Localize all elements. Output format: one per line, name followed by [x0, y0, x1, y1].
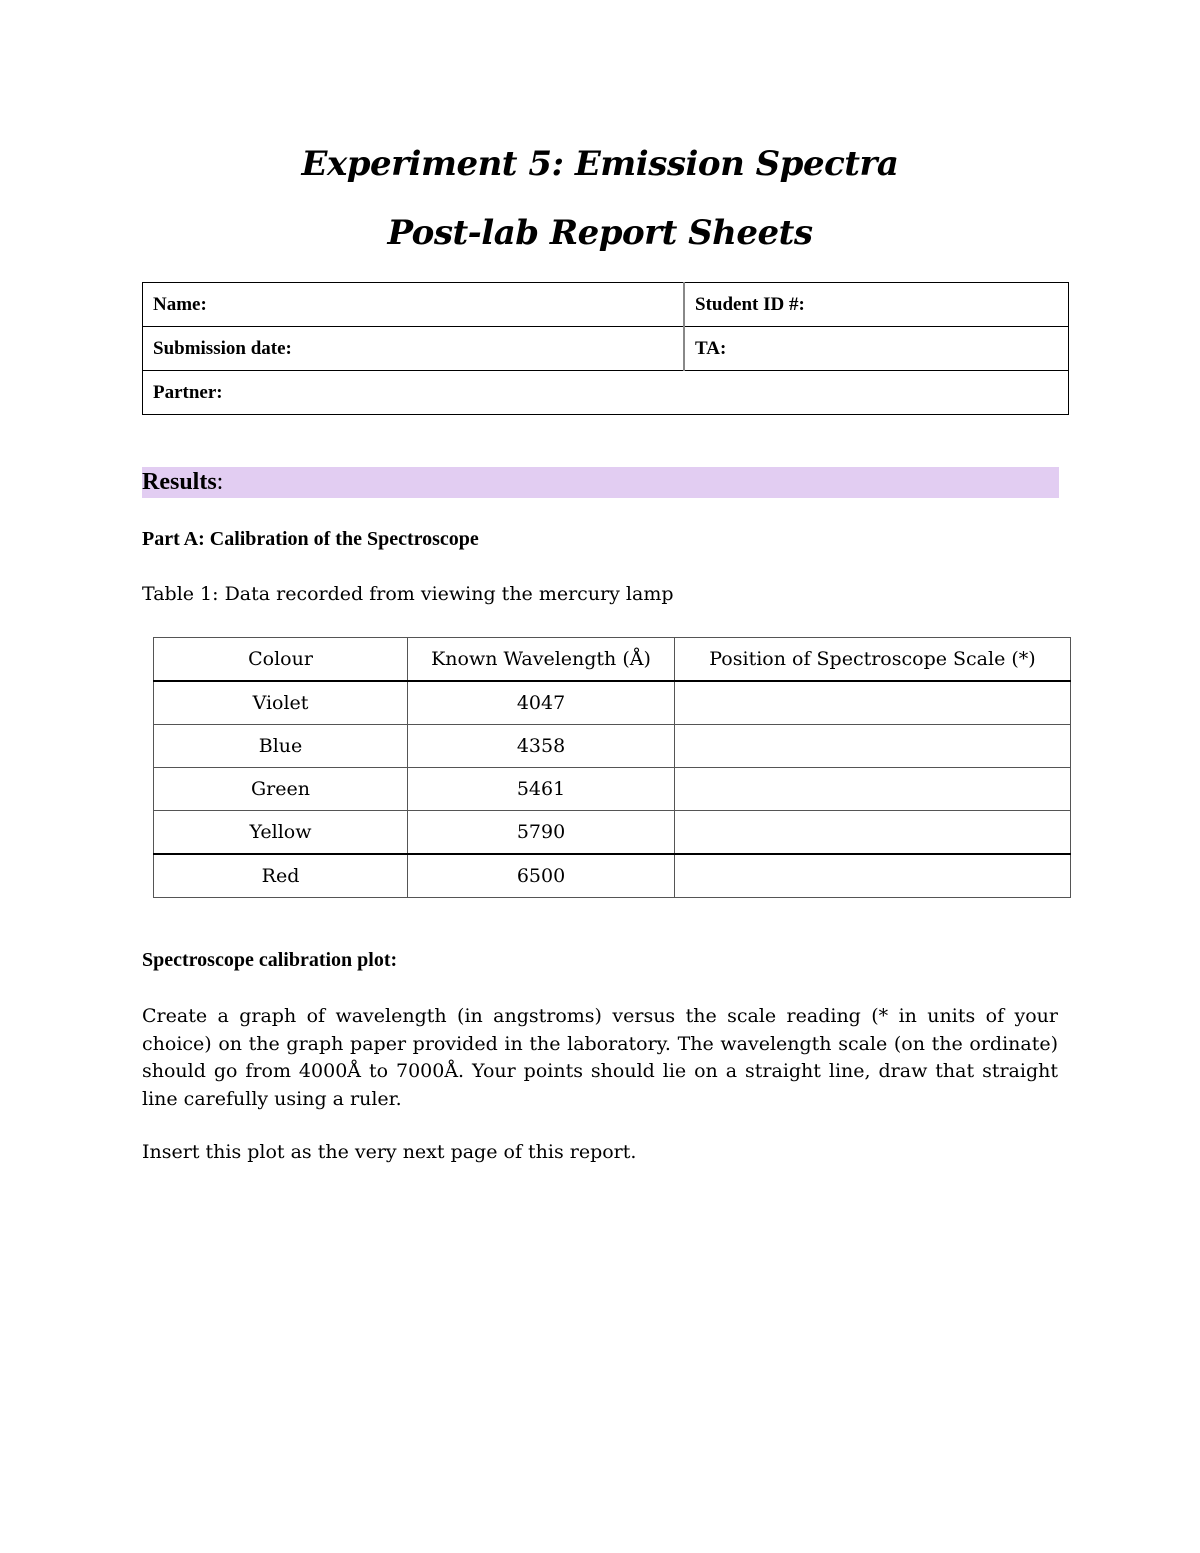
colour-cell: Blue: [154, 725, 408, 768]
header-known-wavelength: Known Wavelength (Å): [408, 638, 675, 682]
table-row: [154, 681, 1071, 725]
position-cell[interactable]: [675, 811, 1071, 855]
name-label: Name:: [153, 293, 207, 315]
wavelength-cell: 4047: [408, 681, 675, 725]
wavelength-cell: 4358: [408, 725, 675, 768]
header-scale-position: Position of Spectroscope Scale (*): [675, 638, 1071, 682]
student-id-field[interactable]: [684, 283, 1069, 327]
ta-field[interactable]: [684, 327, 1069, 371]
table-row: [154, 811, 1071, 855]
calibration-plot-heading: Spectroscope calibration plot:: [142, 949, 398, 971]
results-heading: [142, 467, 223, 498]
document-title: Experiment 5: Emission Spectra: [301, 144, 899, 184]
document-subtitle: Post-lab Report Sheets: [387, 213, 813, 253]
submission-date-label: Submission date:: [153, 337, 292, 359]
position-cell[interactable]: [675, 725, 1071, 768]
partner-field[interactable]: [143, 371, 1069, 415]
wavelength-cell: 6500: [408, 854, 675, 898]
table-caption: Table 1: Data recorded from viewing the mercury lamp: [142, 583, 674, 605]
colour-cell: Yellow: [154, 811, 408, 855]
part-a-heading: Part A: Calibration of the Spectroscope: [142, 528, 479, 550]
table-header-row: [154, 638, 1071, 682]
ta-label: TA:: [695, 337, 727, 359]
results-colon: :: [216, 469, 224, 495]
results-label: Results: [142, 469, 217, 495]
wavelength-cell: 5790: [408, 811, 675, 855]
student-id-label: Student ID #:: [695, 293, 805, 315]
colour-cell: Green: [154, 768, 408, 811]
plot-instructions: Create a graph of wavelength (in angstroms) versus the scale reading (* in units of your choice) on the graph paper provided in the laboratory. The wavelength scale (on the ordinate) should go from 4000Å to 7000Å. Your points should lie on a straight line, draw that straight line carefully using a ruler.: [142, 1005, 1058, 1110]
position-cell[interactable]: [675, 681, 1071, 725]
position-cell[interactable]: [675, 854, 1071, 898]
partner-label: Partner:: [153, 381, 223, 403]
mercury-lamp-table: [153, 637, 1071, 898]
table-row: [154, 725, 1071, 768]
position-cell[interactable]: [675, 768, 1071, 811]
colour-cell: Violet: [154, 681, 408, 725]
table-row: [154, 854, 1071, 898]
wavelength-cell: 5461: [408, 768, 675, 811]
header-colour: Colour: [154, 638, 408, 682]
student-info-table: [142, 282, 1069, 415]
insert-plot-note: Insert this plot as the very next page of this report.: [142, 1141, 637, 1163]
colour-cell: Red: [154, 854, 408, 898]
results-highlight: [142, 467, 1059, 498]
name-field[interactable]: [143, 283, 685, 327]
table-row: [154, 768, 1071, 811]
submission-date-field[interactable]: [143, 327, 685, 371]
